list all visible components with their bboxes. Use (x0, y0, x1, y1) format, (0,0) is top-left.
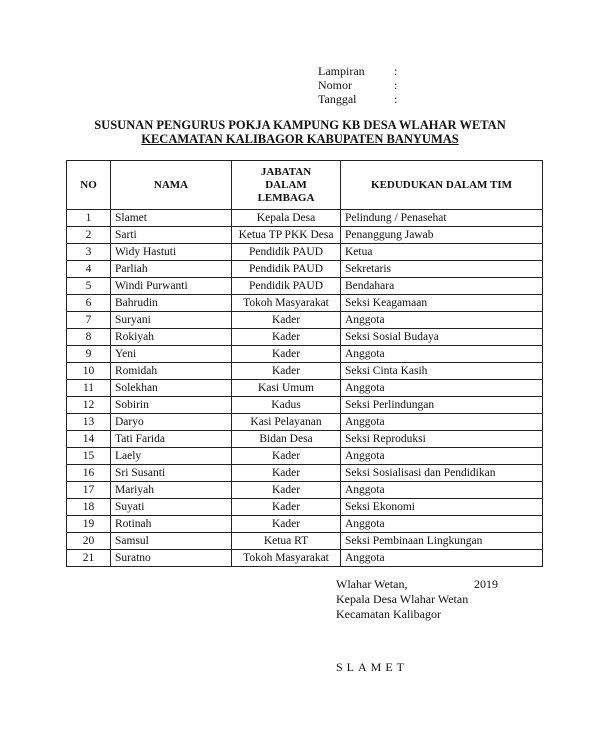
table-row (67, 244, 543, 261)
cell-no: 2 (67, 227, 111, 244)
cell-nama: Mariyah (111, 482, 232, 499)
cell-no: 10 (67, 363, 111, 380)
cell-nama: Bahrudin (111, 295, 232, 312)
document-subtitle: KECAMATAN KALIBAGOR KABUPATEN BANYUMAS (141, 132, 459, 146)
cell-jabatan: Pendidik PAUD (232, 244, 341, 261)
cell-jabatan: Kasi Pelayanan (232, 414, 341, 431)
cell-no: 14 (67, 431, 111, 448)
cell-kedudukan: Seksi Ekonomi (341, 499, 543, 516)
cell-jabatan: Pendidik PAUD (232, 278, 341, 295)
cell-no: 18 (67, 499, 111, 516)
cell-no: 11 (67, 380, 111, 397)
table-header-row (67, 161, 543, 210)
cell-kedudukan: Anggota (341, 550, 543, 567)
signature-position-line1: Kepala Desa Wlahar Wetan (336, 592, 469, 606)
cell-nama: Suratno (111, 550, 232, 567)
cell-jabatan: Kader (232, 499, 341, 516)
cell-no: 3 (67, 244, 111, 261)
cell-jabatan: Kasi Umum (232, 380, 341, 397)
table-row (67, 482, 543, 499)
cell-no: 17 (67, 482, 111, 499)
cell-no: 9 (67, 346, 111, 363)
header-jabatan-line2: DALAM (265, 178, 307, 191)
cell-jabatan: Kader (232, 482, 341, 499)
table-row (67, 261, 543, 278)
table-row (67, 312, 543, 329)
cell-jabatan: Ketua TP PKK Desa (232, 227, 341, 244)
tanggal-separator: : (394, 92, 398, 106)
lampiran-separator: : (394, 64, 398, 78)
table-row (67, 533, 543, 550)
table-row (67, 516, 543, 533)
cell-nama: Rotinah (111, 516, 232, 533)
cell-jabatan: Kader (232, 346, 341, 363)
table-row (67, 414, 543, 431)
cell-jabatan: Kader (232, 465, 341, 482)
cell-no: 5 (67, 278, 111, 295)
table-row (67, 431, 543, 448)
pengurus-table (66, 160, 543, 567)
signer-name: SLAMET (336, 660, 408, 674)
cell-jabatan: Kadus (232, 397, 341, 414)
cell-kedudukan: Anggota (341, 312, 543, 329)
cell-no: 7 (67, 312, 111, 329)
cell-no: 19 (67, 516, 111, 533)
cell-jabatan: Kader (232, 363, 341, 380)
nomor-row (318, 78, 397, 92)
cell-no: 1 (67, 210, 111, 227)
tanggal-label: Tanggal (318, 92, 357, 106)
cell-kedudukan: Sekretaris (341, 261, 543, 278)
signature-year: 2019 (474, 577, 498, 591)
table-row (67, 329, 543, 346)
cell-nama: Romidah (111, 363, 232, 380)
cell-jabatan: Tokoh Masyarakat (232, 295, 341, 312)
cell-nama: Daryo (111, 414, 232, 431)
header-jabatan-line1: JABATAN (260, 165, 312, 178)
cell-nama: Sobirin (111, 397, 232, 414)
cell-kedudukan: Seksi Cinta Kasih (341, 363, 543, 380)
table-row (67, 346, 543, 363)
cell-kedudukan: Anggota (341, 414, 543, 431)
cell-nama: Laely (111, 448, 232, 465)
cell-no: 16 (67, 465, 111, 482)
header-no: NO (67, 161, 111, 210)
cell-kedudukan: Penanggung Jawab (341, 227, 543, 244)
cell-nama: Sri Susanti (111, 465, 232, 482)
cell-no: 15 (67, 448, 111, 465)
header-kedudukan: KEDUDUKAN DALAM TIM (341, 161, 543, 210)
cell-nama: Yeni (111, 346, 232, 363)
table-row (67, 227, 543, 244)
cell-kedudukan: Anggota (341, 380, 543, 397)
cell-kedudukan: Anggota (341, 346, 543, 363)
table-row (67, 448, 543, 465)
header-nama: NAMA (111, 161, 232, 210)
table-row (67, 210, 543, 227)
cell-no: 13 (67, 414, 111, 431)
cell-nama: Sarti (111, 227, 232, 244)
cell-kedudukan: Seksi Sosialisasi dan Pendidikan (341, 465, 543, 482)
cell-kedudukan: Pelindung / Penasehat (341, 210, 543, 227)
cell-nama: Suyati (111, 499, 232, 516)
cell-nama: Samsul (111, 533, 232, 550)
table-row (67, 397, 543, 414)
signature-place: Wlahar Wetan, (336, 577, 408, 591)
cell-jabatan: Tokoh Masyarakat (232, 550, 341, 567)
cell-jabatan: Kader (232, 312, 341, 329)
lampiran-row (318, 64, 397, 78)
cell-no: 6 (67, 295, 111, 312)
cell-kedudukan: Seksi Perlindungan (341, 397, 543, 414)
cell-nama: Suryani (111, 312, 232, 329)
table-row (67, 278, 543, 295)
table-row (67, 380, 543, 397)
cell-no: 20 (67, 533, 111, 550)
nomor-label: Nomor (318, 78, 352, 92)
cell-nama: Solekhan (111, 380, 232, 397)
cell-nama: Widy Hastuti (111, 244, 232, 261)
cell-kedudukan: Bendahara (341, 278, 543, 295)
document-reference-block (318, 64, 397, 106)
cell-nama: Parliah (111, 261, 232, 278)
cell-kedudukan: Anggota (341, 448, 543, 465)
nomor-separator: : (394, 78, 398, 92)
signature-block (336, 577, 498, 622)
cell-no: 8 (67, 329, 111, 346)
header-jabatan-line3: LEMBAGA (257, 191, 315, 204)
tanggal-row (318, 92, 397, 106)
cell-no: 21 (67, 550, 111, 567)
cell-kedudukan: Ketua (341, 244, 543, 261)
cell-nama: Tati Farida (111, 431, 232, 448)
cell-jabatan: Kader (232, 329, 341, 346)
cell-kedudukan: Seksi Reproduksi (341, 431, 543, 448)
cell-nama: Slamet (111, 210, 232, 227)
cell-jabatan: Ketua RT (232, 533, 341, 550)
table-row (67, 550, 543, 567)
cell-kedudukan: Seksi Sosial Budaya (341, 329, 543, 346)
signature-position-line2: Kecamatan Kalibagor (336, 607, 441, 621)
table-row (67, 363, 543, 380)
table-row (67, 499, 543, 516)
cell-no: 4 (67, 261, 111, 278)
cell-kedudukan: Anggota (341, 482, 543, 499)
cell-jabatan: Bidan Desa (232, 431, 341, 448)
lampiran-label: Lampiran (318, 64, 365, 78)
cell-kedudukan: Seksi Pembinaan Lingkungan (341, 533, 543, 550)
cell-jabatan: Kepala Desa (232, 210, 341, 227)
cell-jabatan: Kader (232, 516, 341, 533)
cell-jabatan: Kader (232, 448, 341, 465)
table-row (67, 465, 543, 482)
cell-nama: Windi Purwanti (111, 278, 232, 295)
cell-no: 12 (67, 397, 111, 414)
header-jabatan (232, 161, 341, 210)
table-row (67, 295, 543, 312)
cell-jabatan: Pendidik PAUD (232, 261, 341, 278)
cell-kedudukan: Anggota (341, 516, 543, 533)
document-title: SUSUNAN PENGURUS POKJA KAMPUNG KB DESA WLAHAR WETAN (94, 118, 506, 132)
cell-kedudukan: Seksi Keagamaan (341, 295, 543, 312)
cell-nama: Rokiyah (111, 329, 232, 346)
